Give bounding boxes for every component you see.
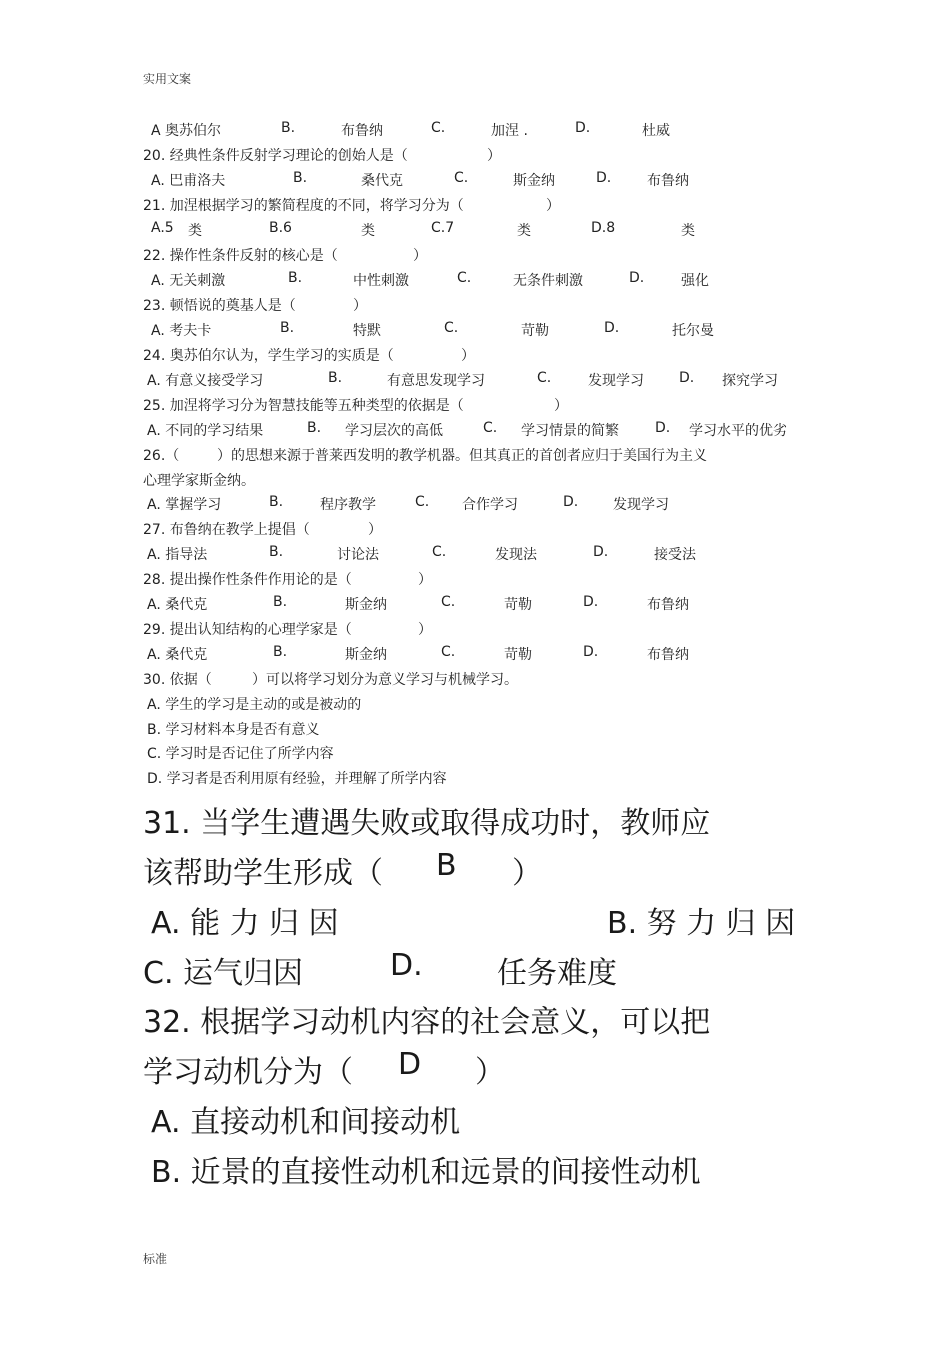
option-a: A 奥苏伯尔: [151, 123, 222, 139]
option-c: 合作学习: [462, 497, 518, 513]
option-b-label: B.: [269, 494, 284, 510]
option-d-label: D.8: [591, 220, 616, 236]
option-d-label: D.: [390, 948, 423, 983]
option-d-label: D.: [655, 420, 671, 436]
option-b: 中性刺激: [353, 273, 409, 289]
option-c: C. 学习时是否记住了所学内容: [147, 746, 334, 762]
option-c-label: C.: [537, 370, 552, 386]
option-d: 发现学习: [613, 497, 669, 513]
question-stem: 22. 操作性条件反射的核心是（: [143, 248, 338, 264]
option-d-label: D.: [593, 544, 609, 560]
option-a: 类: [188, 223, 202, 239]
option-a: A. 学生的学习是主动的或是被动的: [147, 697, 362, 713]
option-c-label: C.: [483, 420, 498, 436]
option-b: 斯金纳: [345, 647, 387, 663]
option-c-label: C.: [431, 120, 446, 136]
option-b: 学习层次的高低: [345, 423, 443, 439]
page-header: 实用文案: [143, 72, 192, 86]
blank-close: ）: [368, 522, 382, 538]
option-d: 布鲁纳: [647, 173, 689, 189]
answer-mark: B: [436, 848, 457, 883]
option-d: 任务难度: [497, 956, 617, 991]
option-d: D. 学习者是否利用原有经验，并理解了所学内容: [147, 771, 447, 787]
option-a: A. 掌握学习: [147, 497, 222, 513]
blank-close: ）: [487, 148, 501, 164]
blank-close: ）: [546, 198, 560, 214]
option-a: A. 桑代克: [147, 597, 208, 613]
option-d: 类: [681, 223, 695, 239]
option-b-label: B.: [307, 420, 322, 436]
option-d: 杜威: [642, 123, 670, 139]
option-b-label: B.: [269, 544, 284, 560]
option-d-label: D.: [563, 494, 579, 510]
question-stem-lead: 30. 依据（: [143, 672, 212, 688]
blank-close: ）: [475, 1055, 505, 1090]
option-d-label: D.: [679, 370, 695, 386]
option-a: A. 有意义接受学习: [147, 373, 264, 389]
option-d-label: D.: [596, 170, 612, 186]
option-b-label: B.: [273, 594, 288, 610]
question-stem: 27. 布鲁纳在教学上提倡（: [143, 522, 310, 538]
answer-mark: D: [398, 1047, 422, 1082]
question-stem: 21. 加涅根据学习的繁简程度的不同，将学习分为（: [143, 198, 464, 214]
option-d: 托尔曼: [672, 323, 714, 339]
question-stem: 28. 提出操作性条件作用论的是（: [143, 572, 352, 588]
question-stem: ）可以将学习划分为意义学习与机械学习。: [252, 672, 518, 688]
option-b: 讨论法: [337, 547, 379, 563]
question-stem-line-1: 31. 当学生遭遇失败或取得成功时，教师应: [143, 806, 711, 841]
question-stem: 25. 加涅将学习分为智慧技能等五种类型的依据是（: [143, 398, 464, 414]
option-c-label: C.: [454, 170, 469, 186]
option-c: 斯金纳: [513, 173, 555, 189]
option-c: 苛勒: [521, 323, 549, 339]
option-a: A. 不同的学习结果: [147, 423, 264, 439]
blank-close: ）: [512, 856, 542, 891]
option-b: 斯金纳: [345, 597, 387, 613]
option-d: 接受法: [654, 547, 696, 563]
option-c: 类: [517, 223, 531, 239]
blank-close: ）: [353, 298, 367, 314]
option-c: 苛勒: [504, 647, 532, 663]
question-stem-line-1: 32. 根据学习动机内容的社会意义，可以把: [143, 1005, 711, 1040]
option-b-label: B.: [293, 170, 308, 186]
blank-close: ）: [554, 398, 568, 414]
option-d-label: D.: [583, 594, 599, 610]
option-d-label: D.: [583, 644, 599, 660]
option-a: A. 考夫卡: [151, 323, 212, 339]
option-c: 苛勒: [504, 597, 532, 613]
option-b-label: B.: [280, 320, 295, 336]
option-d: 布鲁纳: [647, 597, 689, 613]
option-d-label: D.: [629, 270, 645, 286]
blank-close: ）: [418, 572, 432, 588]
option-a: A. 指导法: [147, 547, 208, 563]
option-c: 发现学习: [588, 373, 644, 389]
option-b-label: B.: [273, 644, 288, 660]
option-b-label: B.: [328, 370, 343, 386]
option-b-label: B.6: [269, 220, 292, 236]
option-d: 强化: [681, 273, 709, 289]
option-a-label: A.5: [151, 220, 174, 236]
option-c-label: C.: [444, 320, 459, 336]
option-c-label: C.: [457, 270, 472, 286]
option-c: 无条件刺激: [513, 273, 583, 289]
option-c-label: C.: [415, 494, 430, 510]
option-b-label: B.: [288, 270, 303, 286]
option-c: 学习情景的简繁: [521, 423, 619, 439]
question-stem: 23. 顿悟说的奠基人是（: [143, 298, 296, 314]
option-b: 特默: [353, 323, 381, 339]
question-stem-lead: 26.（: [143, 448, 180, 464]
option-b: B. 近景的直接性动机和远景的间接性动机: [151, 1155, 701, 1190]
blank-close: ）: [418, 622, 432, 638]
question-stem: 24. 奥苏伯尔认为，学生学习的实质是（: [143, 348, 394, 364]
question-stem-line-2: 该帮助学生形成（: [143, 856, 383, 891]
option-a: A. 直接动机和间接动机: [151, 1105, 461, 1140]
question-stem-line-2: 学习动机分为（: [143, 1055, 353, 1090]
option-a: A. 桑代克: [147, 647, 208, 663]
option-b: B. 学习材料本身是否有意义: [147, 722, 320, 738]
option-b-label: B.: [281, 120, 296, 136]
option-d: 探究学习: [722, 373, 778, 389]
option-c-label: C.: [441, 644, 456, 660]
option-a: A. 无关刺激: [151, 273, 226, 289]
option-b: 布鲁纳: [341, 123, 383, 139]
option-b: 有意思发现学习: [387, 373, 485, 389]
option-a: A. 能 力 归 因: [151, 906, 339, 941]
option-c: C. 运气归因: [143, 956, 304, 991]
option-c-label: C.: [441, 594, 456, 610]
option-b: 程序教学: [320, 497, 376, 513]
page-footer: 标准: [143, 1252, 168, 1266]
question-stem: 20. 经典性条件反射学习理论的创始人是（: [143, 148, 408, 164]
option-b: 类: [361, 223, 375, 239]
option-d: 学习水平的优劣: [689, 423, 787, 439]
question-stem-line-2: 心理学家斯金纳。: [143, 473, 255, 489]
option-d-label: D.: [575, 120, 591, 136]
question-stem: ）的思想来源于普莱西发明的教学机器。但其真正的首创者应归于美国行为主义: [217, 448, 707, 464]
option-b: 桑代克: [361, 173, 403, 189]
blank-close: ）: [413, 248, 427, 264]
option-a: A. 巴甫洛夫: [151, 173, 226, 189]
option-d-label: D.: [604, 320, 620, 336]
option-d: 布鲁纳: [647, 647, 689, 663]
option-c: 加涅 .: [491, 123, 528, 139]
option-c: 发现法: [495, 547, 537, 563]
question-stem: 29. 提出认知结构的心理学家是（: [143, 622, 352, 638]
option-b: B. 努 力 归 因: [607, 906, 796, 941]
option-c-label: C.7: [431, 220, 455, 236]
option-c-label: C.: [432, 544, 447, 560]
blank-close: ）: [461, 348, 475, 364]
